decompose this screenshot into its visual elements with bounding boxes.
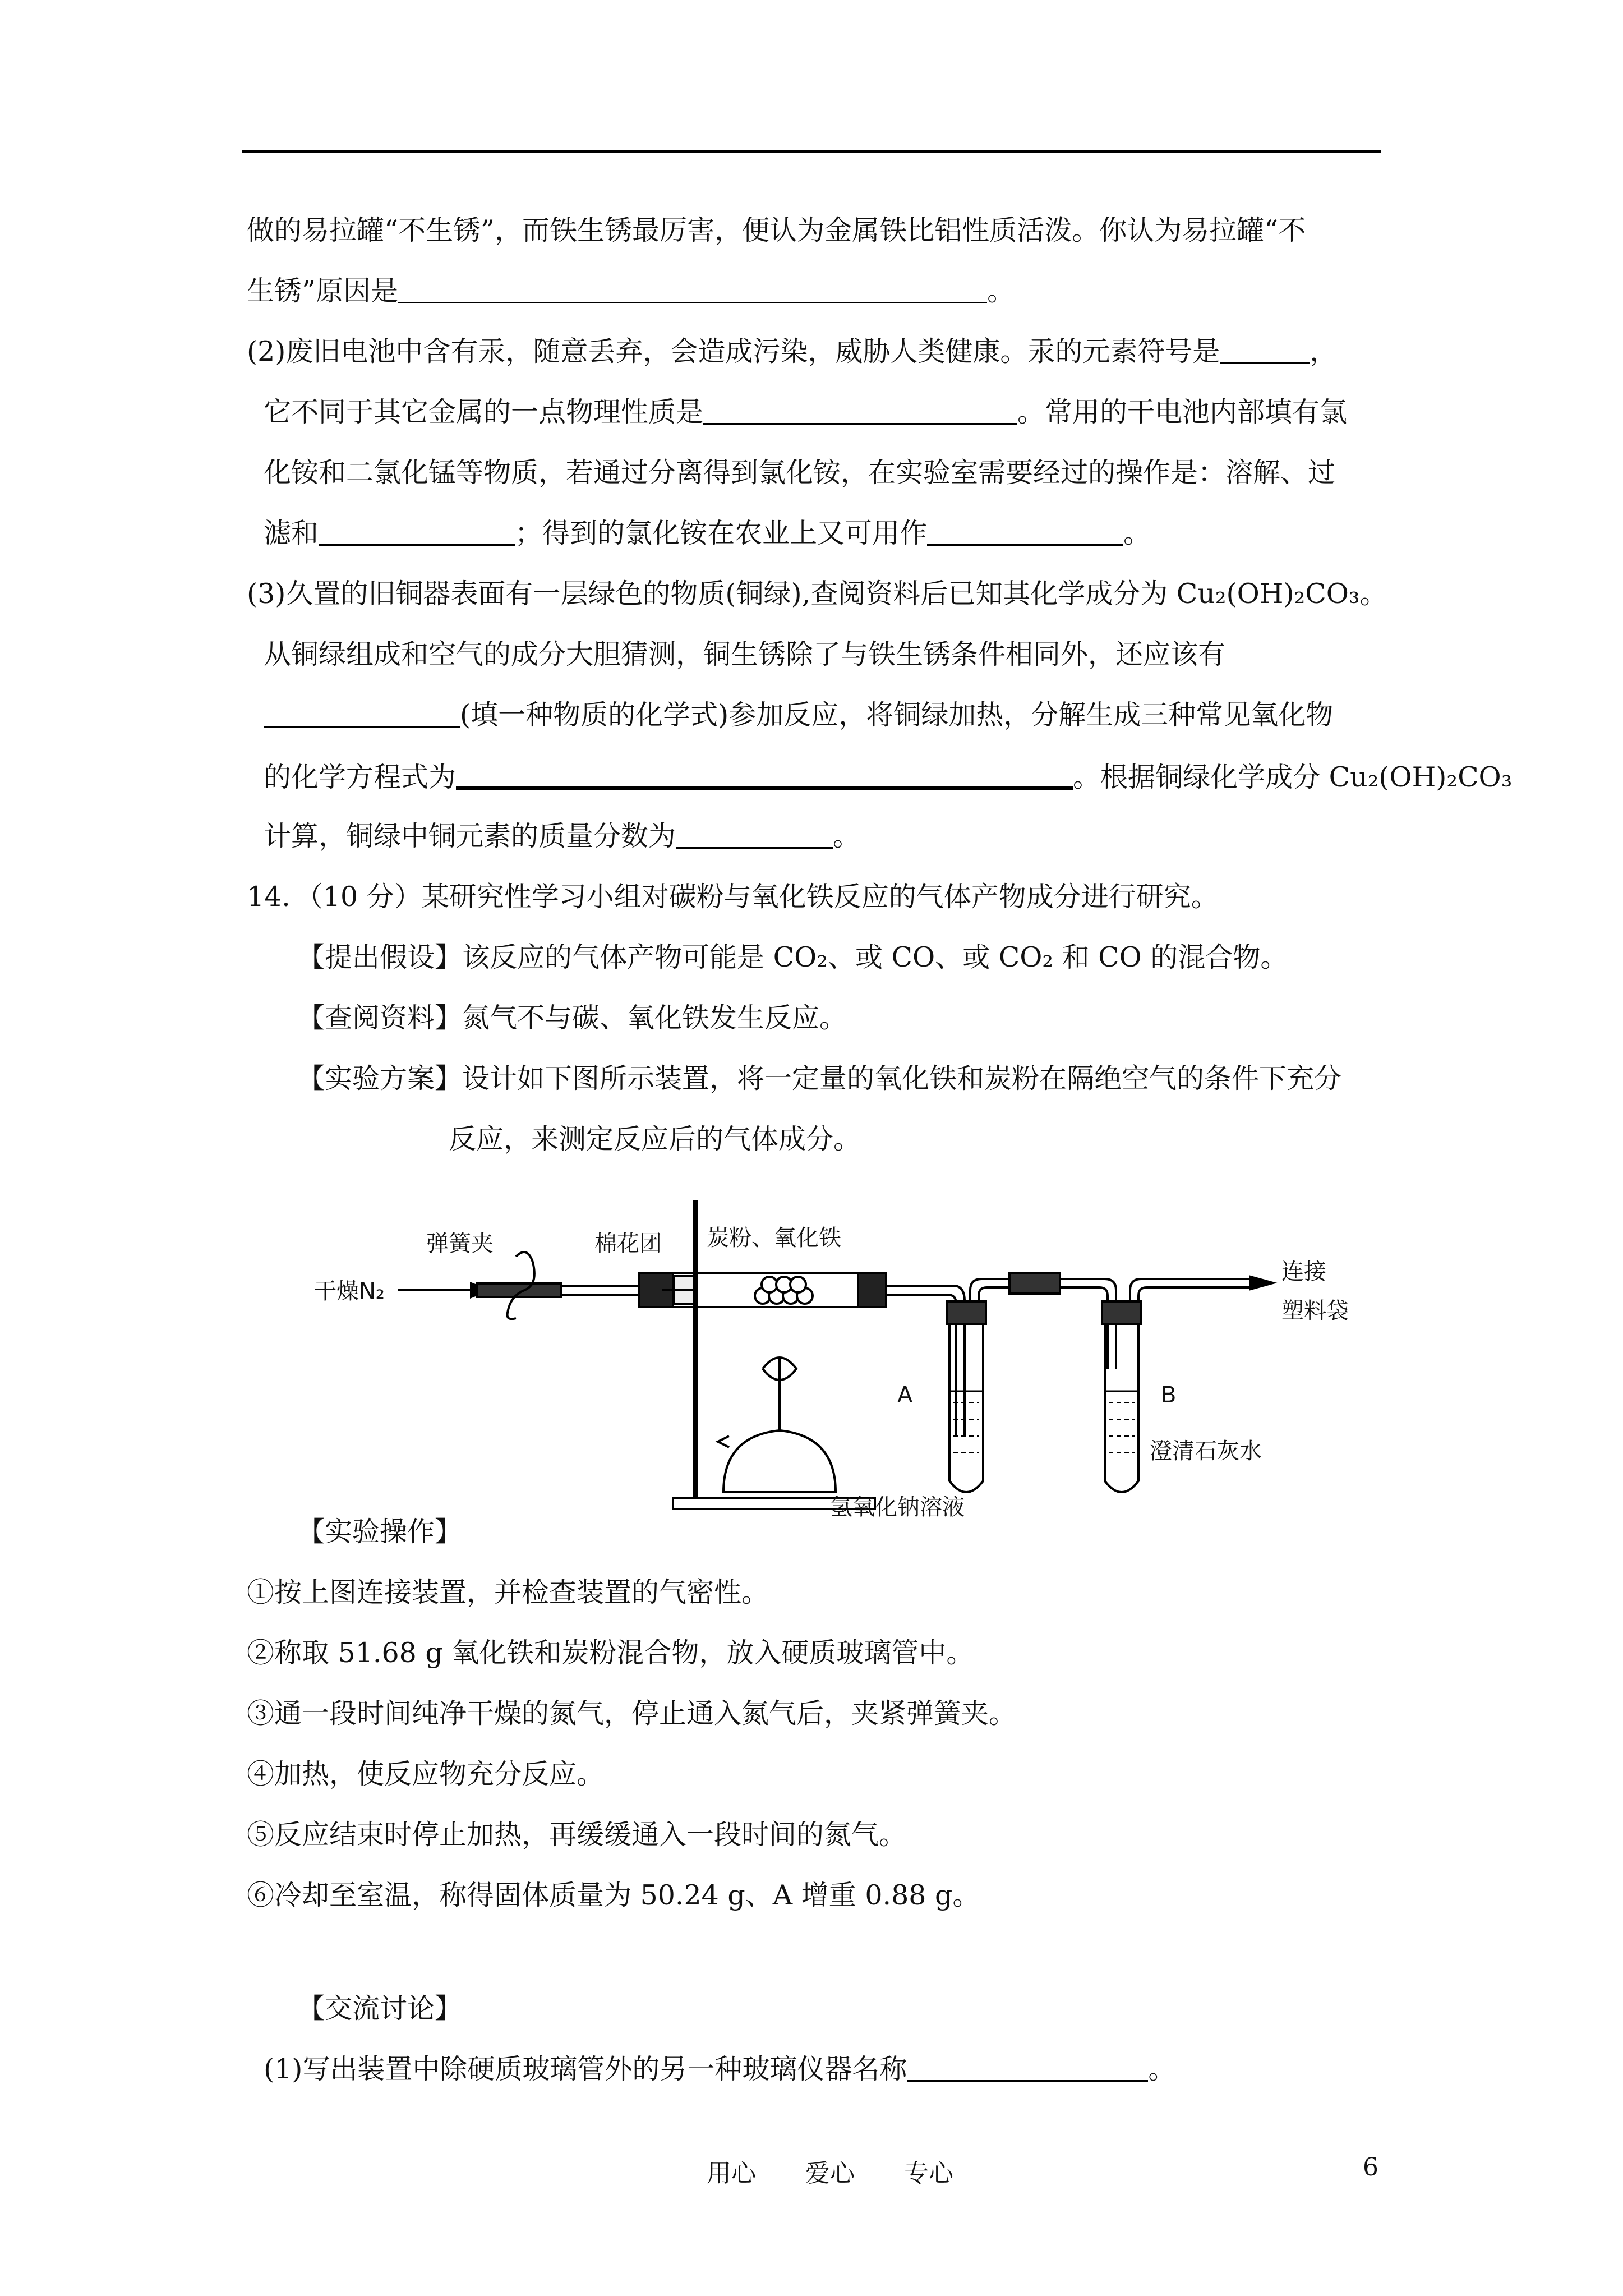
label-limewater: 澄清石灰水 bbox=[1150, 1438, 1262, 1464]
header-rule bbox=[242, 150, 1381, 153]
test-tube-a bbox=[949, 1324, 983, 1492]
label-connect: 连接 bbox=[1281, 1259, 1326, 1285]
footer-motto: 用心 爱心 专心 bbox=[707, 2159, 953, 2188]
answer-blank[interactable] bbox=[456, 758, 1073, 790]
label-cotton: 棉花团 bbox=[594, 1231, 662, 1257]
label-clip: 弹簧夹 bbox=[426, 1231, 494, 1257]
operation-step: ④加热，使反应物充分反应。 bbox=[247, 1758, 605, 1790]
text-line: 滤和 ；得到的氯化铵在农业上又可用作 。 bbox=[264, 517, 1151, 549]
plan: 【实验方案】设计如下图所示装置，将一定量的氧化铁和炭粉在隔绝空气的条件下充分 bbox=[297, 1062, 1342, 1094]
stopper-right bbox=[858, 1273, 886, 1307]
label-naoh: 氢氧化钠溶液 bbox=[830, 1494, 965, 1520]
page-number: 6 bbox=[1363, 2153, 1378, 2182]
label-tube-b: B bbox=[1161, 1382, 1177, 1408]
section-heading: 【交流讨论】 bbox=[297, 1993, 463, 2024]
question-3: (3)久置的旧铜器表面有一层绿色的物质(铜绿),查阅资料后已知其化学成分为 Cu₂(OH)₂CO₃。 bbox=[247, 578, 1387, 610]
answer-blank[interactable] bbox=[676, 819, 833, 849]
answer-blank[interactable] bbox=[907, 2052, 1148, 2082]
text-line: 化铵和二氯化锰等物质，若通过分离得到氯化铵，在实验室需要经过的操作是：溶解、过 bbox=[264, 457, 1336, 489]
outlet-arrow-head bbox=[1251, 1277, 1273, 1289]
reference: 【查阅资料】氮气不与碳、氧化铁发生反应。 bbox=[297, 1002, 847, 1034]
operation-step: ③通一段时间纯净干燥的氮气，停止通入氮气后，夹紧弹簧夹。 bbox=[247, 1697, 1017, 1729]
text-line: 计算，铜绿中铜元素的质量分数为 。 bbox=[264, 820, 861, 852]
text-line: 生锈”原因是 。 bbox=[247, 275, 1015, 307]
section-heading: 【实验操作】 bbox=[297, 1516, 463, 1548]
burner-icon bbox=[723, 1430, 836, 1492]
text-line: 它不同于其它金属的一点物理性质是 。常用的干电池内部填有氯 bbox=[264, 396, 1348, 428]
text-line: 从铜绿组成和空气的成分大胆猜测，铜生锈除了与铁生锈条件相同外，还应该有 bbox=[264, 638, 1226, 670]
operation-step: ⑥冷却至室温，称得固体质量为 50.24 g、A 增重 0.88 g。 bbox=[247, 1879, 980, 1911]
plan: 反应，来测定反应后的气体成分。 bbox=[449, 1123, 861, 1155]
answer-blank[interactable] bbox=[703, 395, 1017, 425]
discussion-question: (1)写出装置中除硬质玻璃管外的另一种玻璃仪器名称 。 bbox=[264, 2053, 1176, 2085]
answer-blank[interactable] bbox=[1220, 334, 1310, 364]
apparatus-diagram bbox=[303, 1200, 1349, 1520]
stopper-b bbox=[1102, 1301, 1141, 1324]
stopper-a bbox=[947, 1301, 986, 1324]
text-line: 做的易拉罐“不生锈”，而铁生锈最厉害，便认为金属铁比铝性质活泼。你认为易拉罐“不 bbox=[247, 214, 1306, 246]
label-n2: 干燥N₂ bbox=[314, 1278, 385, 1304]
connector-tube bbox=[1009, 1273, 1060, 1294]
label-carbon-oxide: 炭粉、氧化铁 bbox=[707, 1225, 841, 1251]
question-2: (2)废旧电池中含有汞，随意丢弃，会造成污染，威胁人类健康。汞的元素符号是 ， bbox=[247, 335, 1338, 367]
powder-pile bbox=[755, 1277, 813, 1304]
operation-step: ⑤反应结束时停止加热，再缓缓通入一段时间的氮气。 bbox=[247, 1819, 907, 1851]
label-tube-a: A bbox=[897, 1382, 913, 1408]
answer-blank[interactable] bbox=[319, 516, 515, 546]
hypothesis: 【提出假设】该反应的气体产物可能是 CO₂、或 CO、或 CO₂ 和 CO 的混合物。 bbox=[297, 941, 1288, 973]
text-line: (填一种物质的化学式)参加反应，将铜绿加热，分解生成三种常见氧化物 bbox=[264, 698, 1333, 733]
answer-blank[interactable] bbox=[264, 698, 460, 728]
text-line: 的化学方程式为 。根据铜绿化学成分 Cu₂(OH)₂CO₃ bbox=[264, 758, 1512, 795]
test-tube-b bbox=[1105, 1324, 1138, 1492]
label-bag: 塑料袋 bbox=[1281, 1298, 1349, 1324]
rubber-tube bbox=[477, 1283, 561, 1297]
answer-blank[interactable] bbox=[398, 274, 987, 303]
answer-blank[interactable] bbox=[927, 516, 1123, 546]
operation-step: ②称取 51.68 g 氧化铁和炭粉混合物，放入硬质玻璃管中。 bbox=[247, 1637, 974, 1669]
operation-step: ①按上图连接装置，并检查装置的气密性。 bbox=[247, 1576, 769, 1608]
question-14: 14．（10 分）某研究性学习小组对碳粉与氧化铁反应的气体产物成分进行研究。 bbox=[247, 881, 1219, 913]
